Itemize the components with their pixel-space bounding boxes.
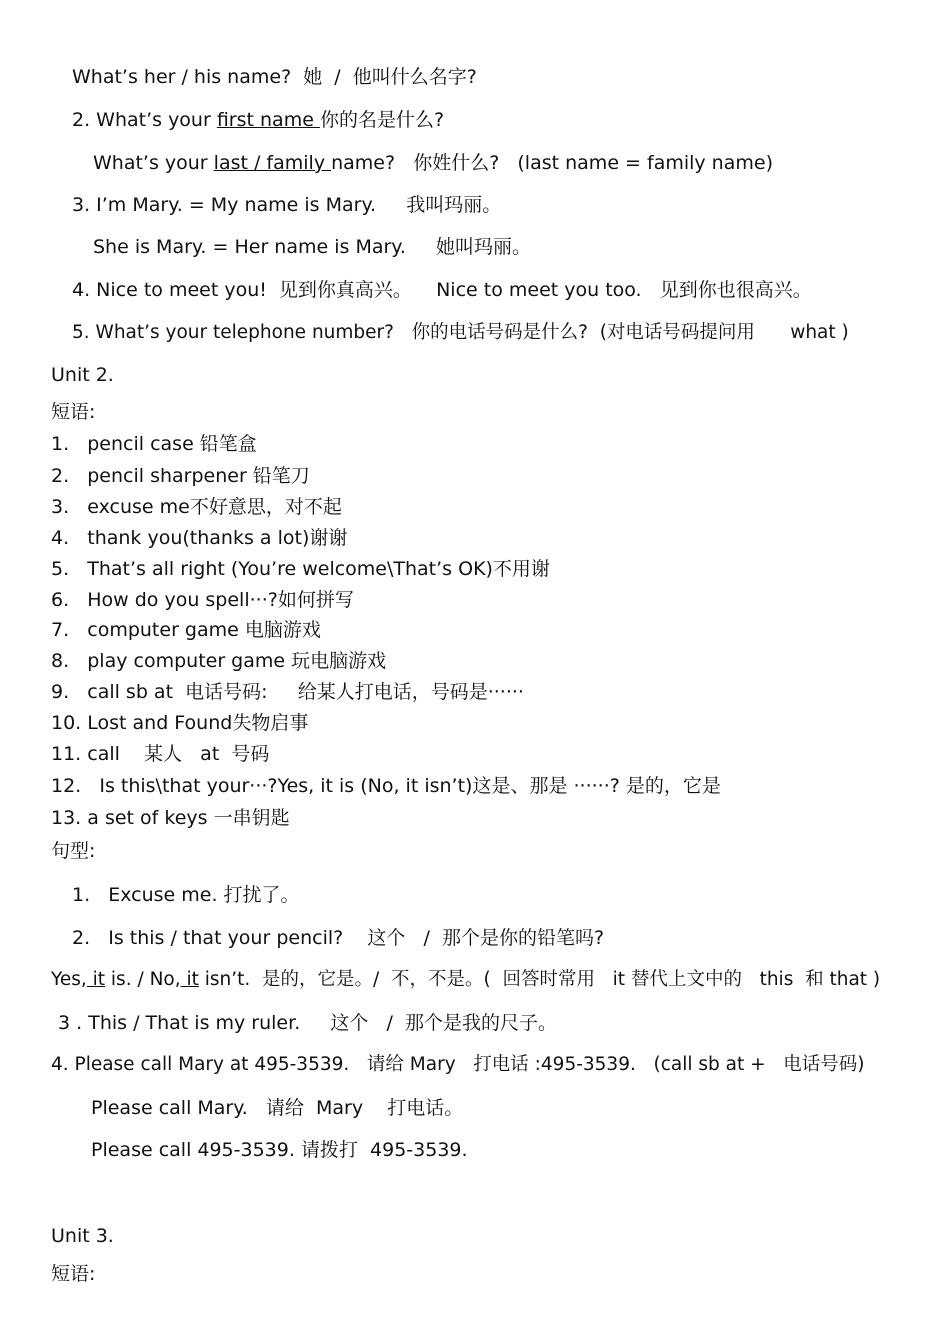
- phrase-item: 3. excuse me不好意思，对不起: [51, 496, 342, 518]
- phrase-item: 8. play computer game 玩电脑游戏: [51, 650, 387, 672]
- sentence-line: What’s her / his name? 她 / 他叫什么名字?: [72, 66, 477, 88]
- sentence-line: Yes, it is. / No, it isn’t. 是的，它是。/ 不，不是。( 回答时常用 it 替代上文中的 this 和 that ): [51, 969, 881, 990]
- underlined-text: it: [180, 969, 199, 990]
- section-heading: 短语:: [51, 1263, 96, 1285]
- sentence-line: What’s your last / family name? 你姓什么? (last name = family name): [93, 152, 773, 174]
- sentence-line: 3 . This / That is my ruler. 这个 / 那个是我的尺子。: [58, 1012, 558, 1034]
- sentence-line: 3. I’m Mary. = My name is Mary. 我叫玛丽。: [72, 194, 502, 216]
- underlined-text: last / family: [213, 152, 332, 174]
- section-heading: 短语:: [51, 401, 96, 423]
- section-heading: 句型:: [51, 840, 96, 862]
- phrase-item: 10. Lost and Found失物启事: [51, 712, 309, 734]
- underlined-text: it: [86, 969, 106, 990]
- phrase-item: 7. computer game 电脑游戏: [51, 619, 321, 641]
- underlined-text: first name: [216, 109, 320, 131]
- sentence-line: 2. Is this / that your pencil? 这个 / 那个是你的铅笔吗?: [72, 927, 605, 949]
- sentence-line: 2. What’s your first name 你的名是什么?: [72, 109, 445, 131]
- phrase-item: 2. pencil sharpener 铅笔刀: [51, 465, 310, 487]
- phrase-item: 4. thank you(thanks a lot)谢谢: [51, 527, 348, 549]
- phrase-item: 11. call 某人 at 号码: [51, 743, 270, 765]
- sentence-line: 4. Please call Mary at 495-3539. 请给 Mary 打电话 :495-3539. (call sb at + 电话号码): [51, 1054, 865, 1075]
- sentence-line: 1. Excuse me. 打扰了。: [72, 884, 300, 906]
- unit-title: Unit 2.: [51, 364, 114, 386]
- phrase-item: 12. Is this\that your···?Yes, it is (No, it isn’t)这是、那是 ······? 是的，它是: [51, 775, 721, 797]
- sentence-line: Please call Mary. 请给 Mary 打电话。: [91, 1097, 464, 1119]
- sentence-line: Please call 495-3539. 请拨打 495-3539.: [91, 1139, 468, 1161]
- unit-title: Unit 3.: [51, 1225, 114, 1247]
- sentence-line: 4. Nice to meet you! 见到你真高兴。 Nice to meet you too. 见到你也很高兴。: [72, 279, 812, 301]
- sentence-line: She is Mary. = Her name is Mary. 她叫玛丽。: [93, 236, 532, 258]
- phrase-item: 13. a set of keys 一串钥匙: [51, 807, 290, 829]
- phrase-item: 6. How do you spell···?如何拼写: [51, 589, 354, 611]
- sentence-line: 5. What’s your telephone number? 你的电话号码是什么? (对电话号码提问用 what ): [72, 322, 849, 343]
- phrase-item: 1. pencil case 铅笔盒: [51, 433, 257, 455]
- phrase-item: 5. That’s all right (You’re welcome\That’s OK)不用谢: [51, 558, 550, 580]
- phrase-item: 9. call sb at 电话号码: 给某人打电话，号码是······: [51, 681, 524, 703]
